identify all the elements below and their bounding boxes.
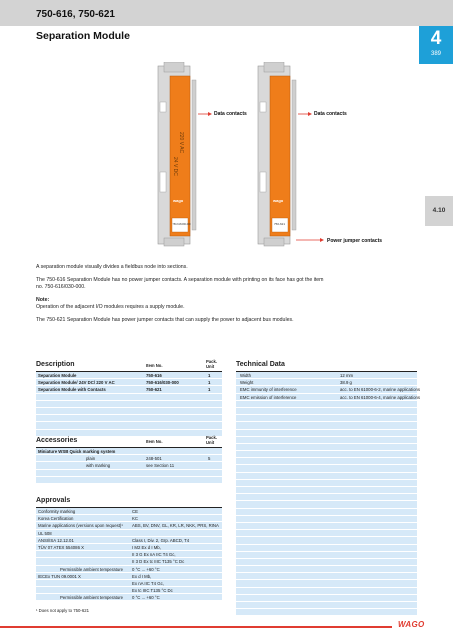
table-row [236, 530, 417, 537]
table-row [236, 437, 417, 444]
table-row [236, 408, 417, 415]
table-row [236, 609, 417, 616]
table-row [236, 501, 417, 508]
note-heading: Note: [36, 297, 50, 303]
table-row [36, 415, 222, 422]
table-row: UL 508 [36, 530, 222, 537]
header-band [0, 0, 453, 26]
table-row: Weight 38.9 g [236, 379, 417, 386]
module-left-brand: wago [173, 198, 184, 203]
intro-paragraph-2: The 750-616 Separation Module has no power jumper contacts. A separation module with printing on its face has got the item no. 750-616/030-000. [36, 277, 324, 290]
technical-data-table [236, 356, 421, 616]
table-row: Width 12 mm [236, 372, 417, 379]
table-row [236, 415, 417, 422]
intro-paragraph-1: A separation module visually divides a fieldbus node into sections. [36, 264, 188, 270]
accessories-heading: Accessories [36, 437, 78, 444]
module-750-621 [258, 62, 324, 246]
footer-bar [0, 626, 392, 628]
module-illustration [150, 62, 390, 252]
table-row: II 3 G Ex nA IIC T4 Gc, [36, 551, 222, 558]
approvals-header [36, 492, 222, 508]
callout-power-jumper: Power jumper contacts [327, 238, 383, 244]
table-row [236, 580, 417, 587]
table-row [236, 487, 417, 494]
table-row: II 3 D Ex tc IIIC T135 °C Dc [36, 558, 222, 565]
table-row [36, 394, 222, 401]
table-row [236, 458, 417, 465]
description-table [36, 356, 222, 437]
col-pack-unit: Pack. Unit [206, 435, 217, 445]
table-row: Separation Module with Contacts 750-621 1 [36, 386, 222, 393]
table-row: IECEx TUN 09.0001 X Ex d I Mb, [36, 573, 222, 580]
table-row [236, 559, 417, 566]
chapter-tab[interactable] [419, 26, 453, 64]
table-row [236, 566, 417, 573]
intro-paragraph-3: The 750-621 Separation Module has power jumper contacts that can supply the power to adjacent bus modules. [36, 317, 294, 323]
description-header [36, 356, 222, 372]
chapter-number: 4 [430, 28, 442, 49]
table-row [236, 444, 417, 451]
table-row: Separation Module/ 24V DC/ 220 V AC 750-616/030-000 1 [36, 379, 222, 386]
table-row [236, 552, 417, 559]
table-row: Permissible ambient temperature 0 °C ... +60 °C [36, 566, 222, 573]
table-row [36, 401, 222, 408]
callout-data-contacts-left: Data contacts [214, 111, 247, 117]
table-row [36, 422, 222, 429]
module-left-label: 750-616/030-000 [172, 223, 191, 226]
table-row [236, 516, 417, 523]
module-right-label: 750-621 [274, 222, 286, 226]
table-row [36, 408, 222, 415]
description-heading: Description [36, 361, 75, 368]
table-row [236, 494, 417, 501]
table-row: plain 248-501 5 [36, 455, 222, 462]
table-row: TÜV 07 ATEX 554086 X I M2 Ex d I Mb, [36, 544, 222, 551]
table-row [236, 595, 417, 602]
table-row [36, 477, 222, 484]
table-row: EMC immunity of interference acc. to EN 61000-6-2, marine applications [236, 386, 417, 393]
accessories-header [36, 432, 222, 448]
section-tab[interactable]: 4.10 [425, 196, 453, 226]
table-row: Korea Certification KC [36, 515, 222, 522]
table-row: EMC emission of interference acc. to EN 61000-6-4, marine applications [236, 394, 417, 401]
intro-text [36, 264, 326, 330]
wago-logo: WAGO [398, 620, 425, 629]
table-row [236, 602, 417, 609]
approvals-table [36, 492, 222, 601]
table-row: Separation Module 750-616 1 [36, 372, 222, 379]
table-row [236, 422, 417, 429]
table-row: with marking see Section 11 [36, 462, 222, 469]
module-left-text-2: 24 V DC [172, 157, 178, 176]
technical-heading: Technical Data [236, 361, 285, 368]
module-right-brand: wago [273, 198, 284, 203]
table-row [236, 473, 417, 480]
table-row [236, 465, 417, 472]
table-row [236, 480, 417, 487]
module-750-616 [158, 62, 212, 246]
accessories-table [36, 432, 222, 484]
module-left-text-1: 220 V AC [178, 132, 184, 154]
product-codes: 750-616, 750-621 [36, 9, 115, 20]
callout-data-contacts-right: Data contacts [314, 111, 347, 117]
table-row: Ex nA IIC T4 Gc, [36, 580, 222, 587]
technical-header [236, 356, 417, 372]
table-row [236, 509, 417, 516]
approvals-heading: Approvals [36, 497, 71, 504]
table-row: Marine applications (versions upon request)¹ ABS, BV, DNV, GL, KR, LR, NKK, PRS, RINA [36, 522, 222, 529]
table-row [236, 545, 417, 552]
table-row [236, 451, 417, 458]
col-item-no: Item No. [146, 439, 163, 444]
col-item-no: Item No. [146, 363, 163, 368]
table-row: Miniature WSB Quick marking system [36, 448, 222, 455]
table-row [236, 588, 417, 595]
table-row [236, 523, 417, 530]
table-row: Conformity marking CE [36, 508, 222, 515]
table-row [36, 470, 222, 477]
note-text: Operation of the adjacent I/O modules requires a supply module. [36, 304, 185, 310]
table-row [236, 401, 417, 408]
table-row: Ex tc IIIC T135 °C Dc [36, 587, 222, 594]
page-title: Separation Module [36, 30, 130, 42]
page-number: 389 [430, 51, 441, 57]
col-pack-unit: Pack. Unit [206, 359, 217, 369]
table-row [236, 573, 417, 580]
approvals-footnote: ¹ Does not apply to 750-621 [36, 608, 90, 613]
table-row [236, 430, 417, 437]
table-row [236, 537, 417, 544]
table-row: ANSI/ISA 12.12.01 Class I, Div. 2, Grp. ABCD, T4 [36, 537, 222, 544]
table-row: Permissible ambient temperature 0 °C ... +60 °C [36, 594, 222, 601]
